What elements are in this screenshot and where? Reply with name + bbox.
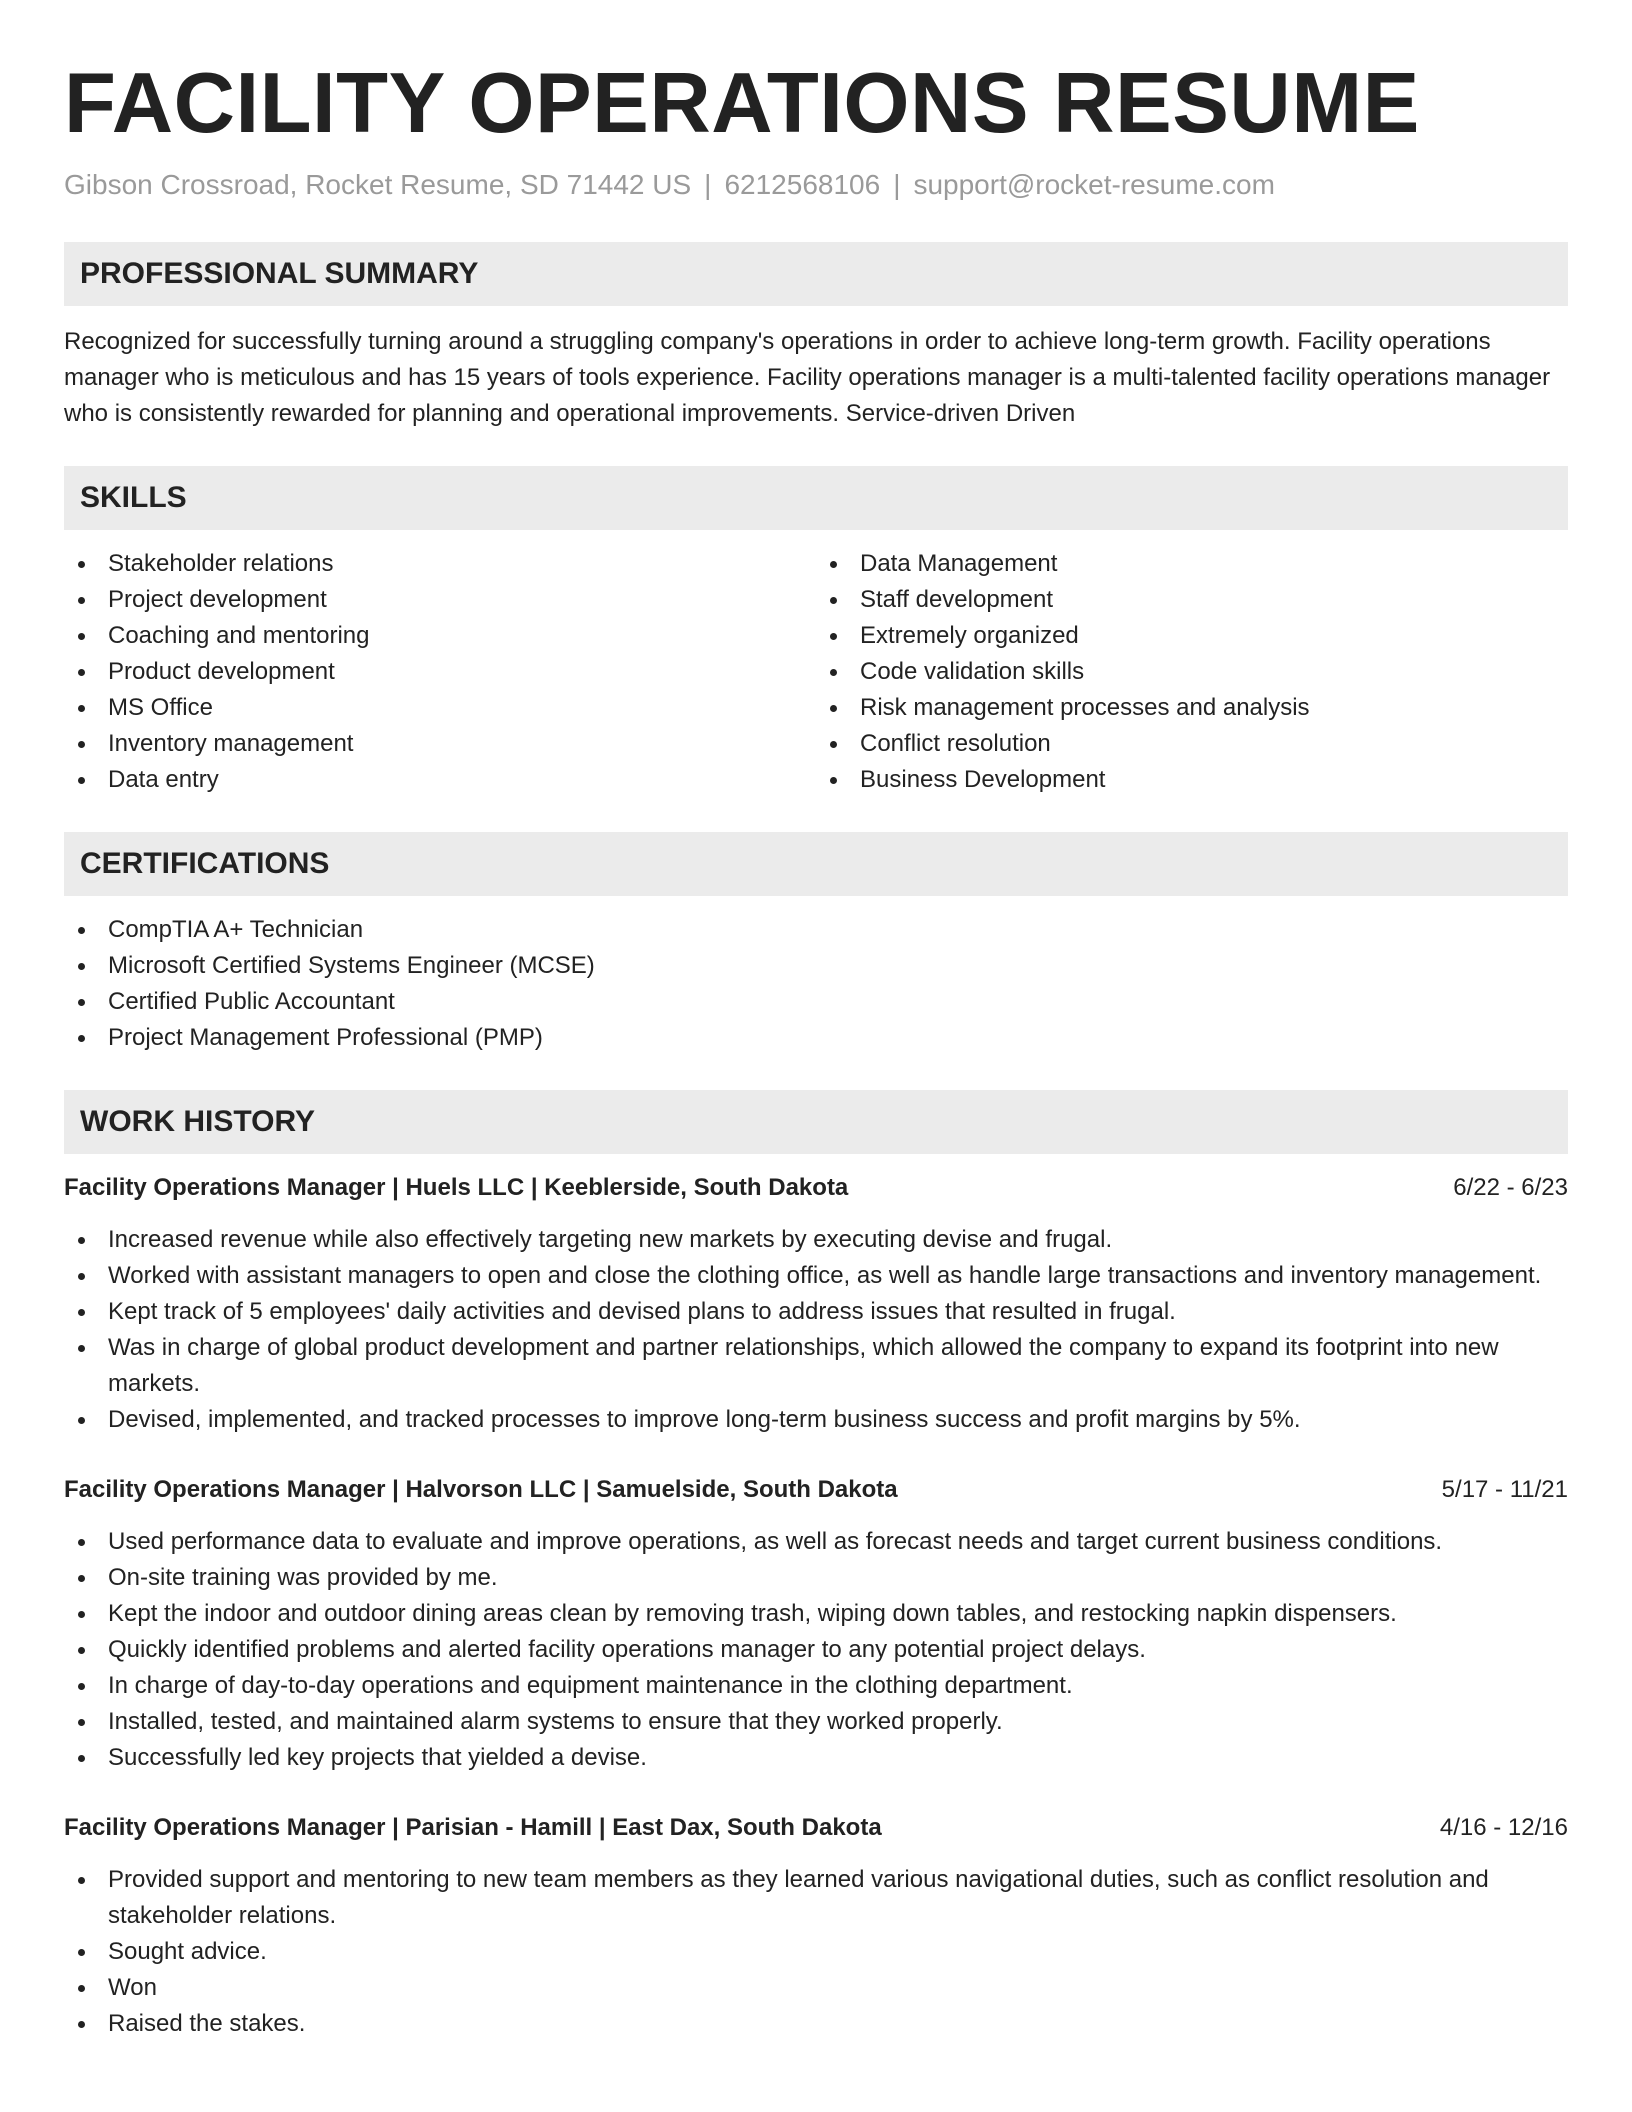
skills-column-left [64, 546, 816, 798]
skill-item: Staff development [816, 582, 1568, 618]
skill-item: Product development [64, 654, 816, 690]
job-bullet: Raised the stakes. [64, 2006, 1568, 2042]
job-bullet: Successfully led key projects that yielded a devise. [64, 1740, 1568, 1776]
skill-item: Inventory management [64, 726, 816, 762]
skill-item: Conflict resolution [816, 726, 1568, 762]
job-bullet: Sought advice. [64, 1934, 1568, 1970]
job-bullet: Devised, implemented, and tracked processes to improve long-term business success and profit margins by 5%. [64, 1402, 1568, 1438]
skill-item: Stakeholder relations [64, 546, 816, 582]
skill-item: Coaching and mentoring [64, 618, 816, 654]
contact-separator: | [704, 169, 712, 200]
job-bullet-list [64, 1862, 1568, 2042]
job-bullet: Increased revenue while also effectively targeting new markets by executing devise and frugal. [64, 1222, 1568, 1258]
job-bullet-list [64, 1222, 1568, 1438]
job-header [64, 1810, 1568, 1846]
job-bullet: Kept track of 5 employees' daily activities and devised plans to address issues that resulted in frugal. [64, 1294, 1568, 1330]
certification-item: Project Management Professional (PMP) [64, 1020, 1568, 1056]
contact-email: support@rocket-resume.com [913, 169, 1275, 200]
skill-item: Project development [64, 582, 816, 618]
skill-item: MS Office [64, 690, 816, 726]
job-header [64, 1170, 1568, 1206]
skill-item: Extremely organized [816, 618, 1568, 654]
job-bullet: Provided support and mentoring to new team members as they learned various navigational duties, such as conflict resolution and stakeholder relations. [64, 1862, 1568, 1934]
job-bullet: Used performance data to evaluate and improve operations, as well as forecast needs and target current business conditions. [64, 1524, 1568, 1560]
summary-text: Recognized for successfully turning around a struggling company's operations in order to achieve long-term growth. Facility operations manager who is meticulous and has 15 years of tools experience. Facility operations manager is a multi-talented facility operations manager who is consistently rewarded for planning and operational improvements. Service-driven Driven [64, 328, 1551, 427]
job-title: Facility Operations Manager | Huels LLC | Keeblerside, South Dakota [64, 1174, 849, 1201]
job-bullet: Quickly identified problems and alerted facility operations manager to any potential project delays. [64, 1632, 1568, 1668]
certification-item: CompTIA A+ Technician [64, 912, 1568, 948]
job-bullet: Won [64, 1970, 1568, 2006]
contact-separator: | [893, 169, 901, 200]
job-header [64, 1472, 1568, 1508]
contact-line [64, 168, 1568, 202]
certification-item: Certified Public Accountant [64, 984, 1568, 1020]
section-heading-summary: PROFESSIONAL SUMMARY [64, 242, 1568, 306]
job-bullet: Kept the indoor and outdoor dining areas clean by removing trash, wiping down tables, and restocking napkin dispensers. [64, 1596, 1568, 1632]
skills-grid [64, 546, 1568, 798]
job-bullet: In charge of day-to-day operations and equipment maintenance in the clothing department. [64, 1668, 1568, 1704]
job-entry [64, 1472, 1568, 1776]
job-bullet: Installed, tested, and maintained alarm systems to ensure that they worked properly. [64, 1704, 1568, 1740]
job-bullet: On-site training was provided by me. [64, 1560, 1568, 1596]
contact-address: Gibson Crossroad, Rocket Resume, SD 71442 US [64, 169, 692, 200]
skill-item: Risk management processes and analysis [816, 690, 1568, 726]
job-entry [64, 1810, 1568, 2042]
job-bullet: Was in charge of global product development and partner relationships, which allowed the company to expand its footprint into new markets. [64, 1330, 1568, 1402]
job-dates: 5/17 - 11/21 [1441, 1476, 1568, 1503]
job-entry [64, 1170, 1568, 1438]
job-bullet: Worked with assistant managers to open and close the clothing office, as well as handle large transactions and inventory management. [64, 1258, 1568, 1294]
job-title: Facility Operations Manager | Halvorson LLC | Samuelside, South Dakota [64, 1476, 898, 1503]
section-heading-certifications: CERTIFICATIONS [64, 832, 1568, 896]
skill-item: Data entry [64, 762, 816, 798]
skill-item: Code validation skills [816, 654, 1568, 690]
section-heading-skills: SKILLS [64, 466, 1568, 530]
skill-item: Data Management [816, 546, 1568, 582]
job-dates: 4/16 - 12/16 [1439, 1814, 1568, 1841]
certification-item: Microsoft Certified Systems Engineer (MCSE) [64, 948, 1568, 984]
certification-list [64, 912, 1568, 1056]
job-dates: 6/22 - 6/23 [1453, 1174, 1568, 1201]
job-bullet-list [64, 1524, 1568, 1776]
job-title: Facility Operations Manager | Parisian - Hamill | East Dax, South Dakota [64, 1814, 882, 1841]
skill-item: Business Development [816, 762, 1568, 798]
section-heading-work-history: WORK HISTORY [64, 1090, 1568, 1154]
skills-column-right [816, 546, 1568, 798]
contact-phone: 6212568106 [724, 169, 881, 200]
resume-title: FACILITY OPERATIONS RESUME [64, 56, 1420, 151]
